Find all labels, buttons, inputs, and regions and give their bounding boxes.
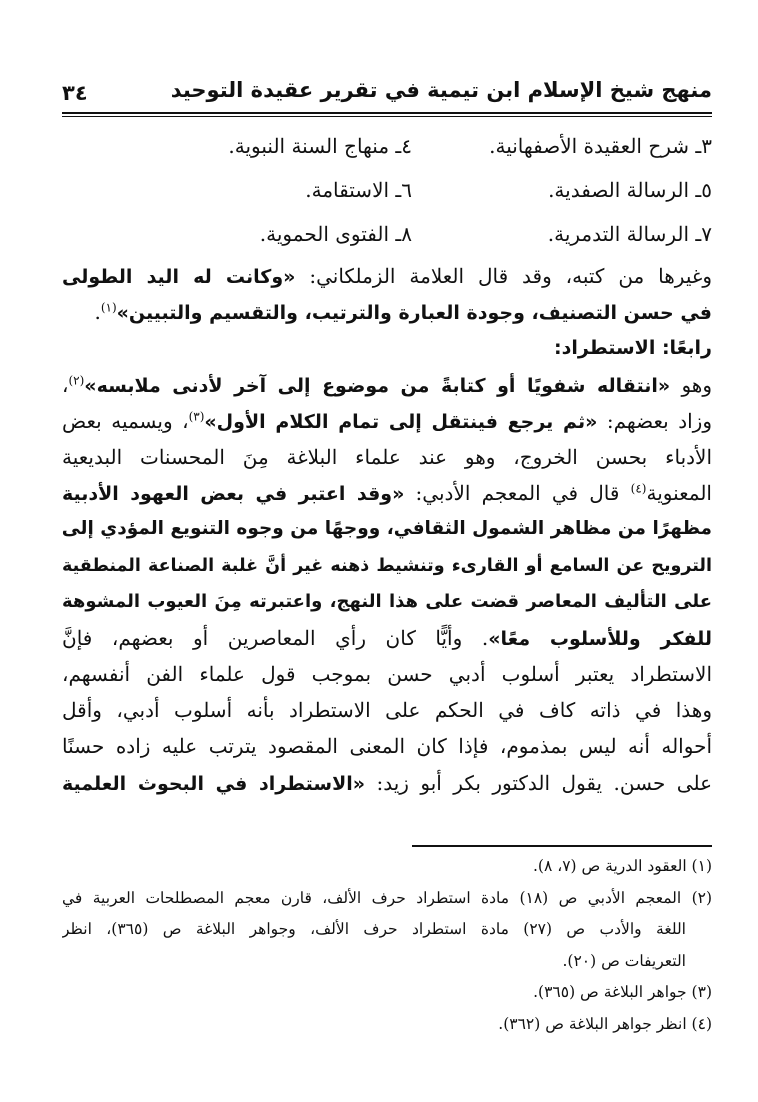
list-item: ٨ـ الفتوى الحموية. <box>259 222 412 246</box>
list-item: ٥ـ الرسالة الصفدية. <box>548 178 712 202</box>
footnote: (٤) انظر جواهر البلاغة ص (٣٦٢). <box>498 1014 712 1033</box>
text-run: . <box>94 300 101 325</box>
text-run: ، ويسميه بعض <box>62 408 189 433</box>
footnote-ref: (٤) <box>630 481 647 496</box>
footnote: (٢) المعجم الأدبي ص (١٨) مادة استطراد حرف الألف، قارن معجم المصطلحات العربية في <box>62 888 712 907</box>
list-item: ٧ـ الرسالة التدمرية. <box>547 222 712 246</box>
text-run: وزاد بعضهم: <box>597 408 712 433</box>
text-run: وهو <box>670 372 712 397</box>
text-line <box>62 403 712 439</box>
text-run: قال في المعجم الأدبي: <box>404 481 631 506</box>
running-title: منهج شيخ الإسلام ابن تيمية في تقرير عقيدة التوحيد <box>170 78 712 102</box>
footnote-ref: (٢) <box>68 372 85 387</box>
text-line <box>62 765 712 801</box>
quote-line: مظهرًا من مظاهر الشمول الثقافي، ووجهًا من وجوه التنويع المؤدي إلى <box>62 518 712 540</box>
text-line: أحواله أنه ليس بمذموم، فإذا كان المعنى المقصود يترتب عليه زاده حسنًا <box>62 734 712 759</box>
list-row <box>62 172 712 216</box>
text-line <box>62 475 712 511</box>
header-rule-thin <box>62 116 712 117</box>
quote-line: الترويح عن السامع أو القارىء وتنشيط ذهنه غير أنَّ غلبة الصناعة المنطقية <box>62 555 712 576</box>
footnote-continuation: التعريفات ص (٢٠). <box>562 951 686 970</box>
list-item: ٤ـ منهاج السنة النبوية. <box>228 134 412 158</box>
footnote: (١) العقود الدرية ص (٧، ٨). <box>532 857 712 875</box>
text-run: ، <box>62 372 69 397</box>
footnote-ref: (١) <box>100 300 117 315</box>
main-text <box>62 258 712 801</box>
footnote: (٣) جواهر البلاغة ص (٣٦٥). <box>533 983 712 1001</box>
page-header <box>62 78 712 112</box>
quote-text: «الاستطراد في البحوث العلمية <box>62 772 366 795</box>
text-line <box>62 258 712 294</box>
quote-text: «ثم يرجع فينتقل إلى تمام الكلام الأول» <box>204 410 598 433</box>
quote-text: «انتقاله شفويًا أو كتابةً من موضوع إلى آخر لأدنى ملابسه» <box>84 374 671 397</box>
footnote-continuation: اللغة والأدب ص (٢٧) مادة استطراد حرف الألف، وجواهر البلاغة ص (٣٦٥)، انظر <box>62 920 686 938</box>
text-run: . وأيًّا كان رأي المعاصرين أو بعضهم، فإنَّ <box>62 625 489 650</box>
text-line <box>62 294 712 330</box>
text-run: المعنوية <box>646 481 712 506</box>
header-rule <box>62 112 712 114</box>
list-row <box>62 216 712 260</box>
list-item: ٦ـ الاستقامة. <box>305 178 412 202</box>
footnote-rule <box>412 845 712 847</box>
section-heading: رابعًا: الاستطراد: <box>554 337 712 360</box>
text-line: الأدباء بحسن الخروج، وهو عند علماء البلاغة مِنَ المحسنات البديعية <box>62 444 712 469</box>
books-list <box>62 128 712 260</box>
text-run: على حسن. يقول الدكتور بكر أبو زيد: <box>365 770 712 795</box>
text-line <box>62 620 712 656</box>
quote-text: في حسن التصنيف، وجودة العبارة والترتيب، والتقسيم والتبيين» <box>116 302 712 325</box>
quote-line: على التأليف المعاصر قضت على هذا النهج، واعتبرته مِنَ العيوب المشوهة <box>62 590 712 612</box>
text-line: وهذا في ذاته كاف في الحكم على الاستطراد بأنه أسلوب أدبي، وأقل <box>62 698 712 723</box>
list-item: ٣ـ شرح العقيدة الأصفهانية. <box>489 134 712 158</box>
quote-text: للفكر وللأسلوب معًا» <box>488 627 712 650</box>
quote-text: «وقد اعتبر في بعض العهود الأدبية <box>62 483 405 506</box>
quote-text: «وكانت له اليد الطولى <box>62 266 296 288</box>
footnotes <box>62 851 712 1040</box>
text-line: الاستطراد يعتبر أسلوب أدبي حسن بموجب قول علماء الفن أنفسهم، <box>62 662 712 687</box>
footnote-ref: (٣) <box>188 409 205 424</box>
page-number: ٣٤ <box>62 81 88 105</box>
text-line <box>62 367 712 403</box>
list-row <box>62 128 712 172</box>
text-run: وغيرها من كتبه، وقد قال العلامة الزملكاني: <box>295 264 712 288</box>
